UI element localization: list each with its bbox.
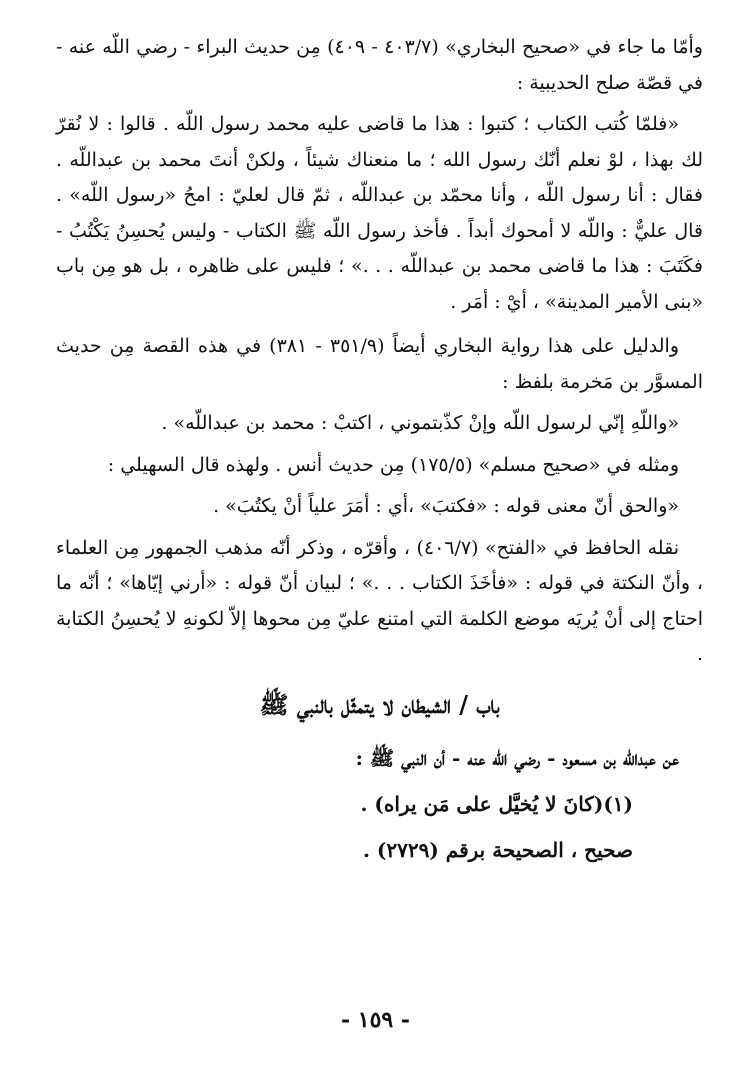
paragraph-quote-miswar: «واللّهِ إنّي لرسول اللّه وإنْ كذّبتموني ، اكتبْ : محمد بن عبداللّه» . xyxy=(161,412,679,434)
chapter-heading: باب / الشيطان لا يتمثّل بالنبي ﷺ xyxy=(259,689,500,719)
paragraph-muslim: ومثله في «صحيح مسلم» (١٧٥/٥) مِن حديث أنس . ولهذه قال السهيلي : xyxy=(107,453,679,476)
paragraph-evidence: والدليل على هذا رواية البخاري أيضاً (٣٥١/٩ - ٣٨١) في هذه القصة مِن حديث المسوَّر بن مَخرمة بلفظ : xyxy=(56,335,703,393)
hadith-grading: صحيح ، الصحيحة برقم (٢٧٢٩) . xyxy=(362,837,633,862)
page-number: - ١٥٩ - xyxy=(340,1007,411,1033)
paragraph-fath: نقله الحافظ في «الفتح» (٤٠٦/٧) ، وأقرّه ، وذكر أنّه مذهب الجمهور مِن العلماء ، وأنّ النكتة في قوله : «فأخَذَ الكتاب . . .» ؛ لبيان أنّ قوله : «أرني إيّاها» ؛ أنّه ما احتاج إلى أنْ يُريَه موضع الكلمة التي امتنع عليّ مِن محوها إلاّ لكونهِ لا يُحسِنُ الكتابة . xyxy=(56,536,703,665)
hadith-text: (١)(كانَ لا يُخيَّل على مَن يراه) . xyxy=(360,791,633,816)
hadith-intro: عن عبداللّه بن مسعود - رضي الله عنه - أن النبي ﷺ : xyxy=(355,745,679,770)
paragraph-intro: وأمّا ما جاء في «صحيح البخاري» (٤٠٣/٧ - ٤٠٩) مِن حديث البراء - رضي اللّه عنه - في قصّة صلح الحديبية : xyxy=(56,36,703,94)
page-body xyxy=(56,30,703,877)
paragraph-suhayli-quote: «والحق أنّ معنى قوله : «فكتبَ» ،أي : أمَرَ علياً أنْ يكتُبَ» . xyxy=(213,495,679,517)
paragraph-hadith-quote: «فلمّا كُتب الكتاب ؛ كتبوا : هذا ما قاضى عليه محمد رسول اللّه . قالوا : لا نُقرّ لك بهذا ، لوْ نعلم أنّك رسول الله ؛ ما منعناك شيئاً ، ولكنْ أنتَ محمد بن عبداللّه . فقال : أنا رسول اللّه ، وأنا محمّد بن عبداللّه ، ثمّ قال لعليّ : امحُ «رسول اللّه» . قال عليٌّ : واللّه لا أمحوك أبداً . فأخذ رسول اللّه ﷺ الكتاب - وليس يُحسِنُ يَكْتُبُ - فكَتَبَ : هذا ما قاضى محمد بن عبداللّه . . .» ؛ فليس على ظاهره ، بل هو مِن باب «بنى الأمير المدينة» ، أيْ : أمَر . xyxy=(56,113,703,313)
